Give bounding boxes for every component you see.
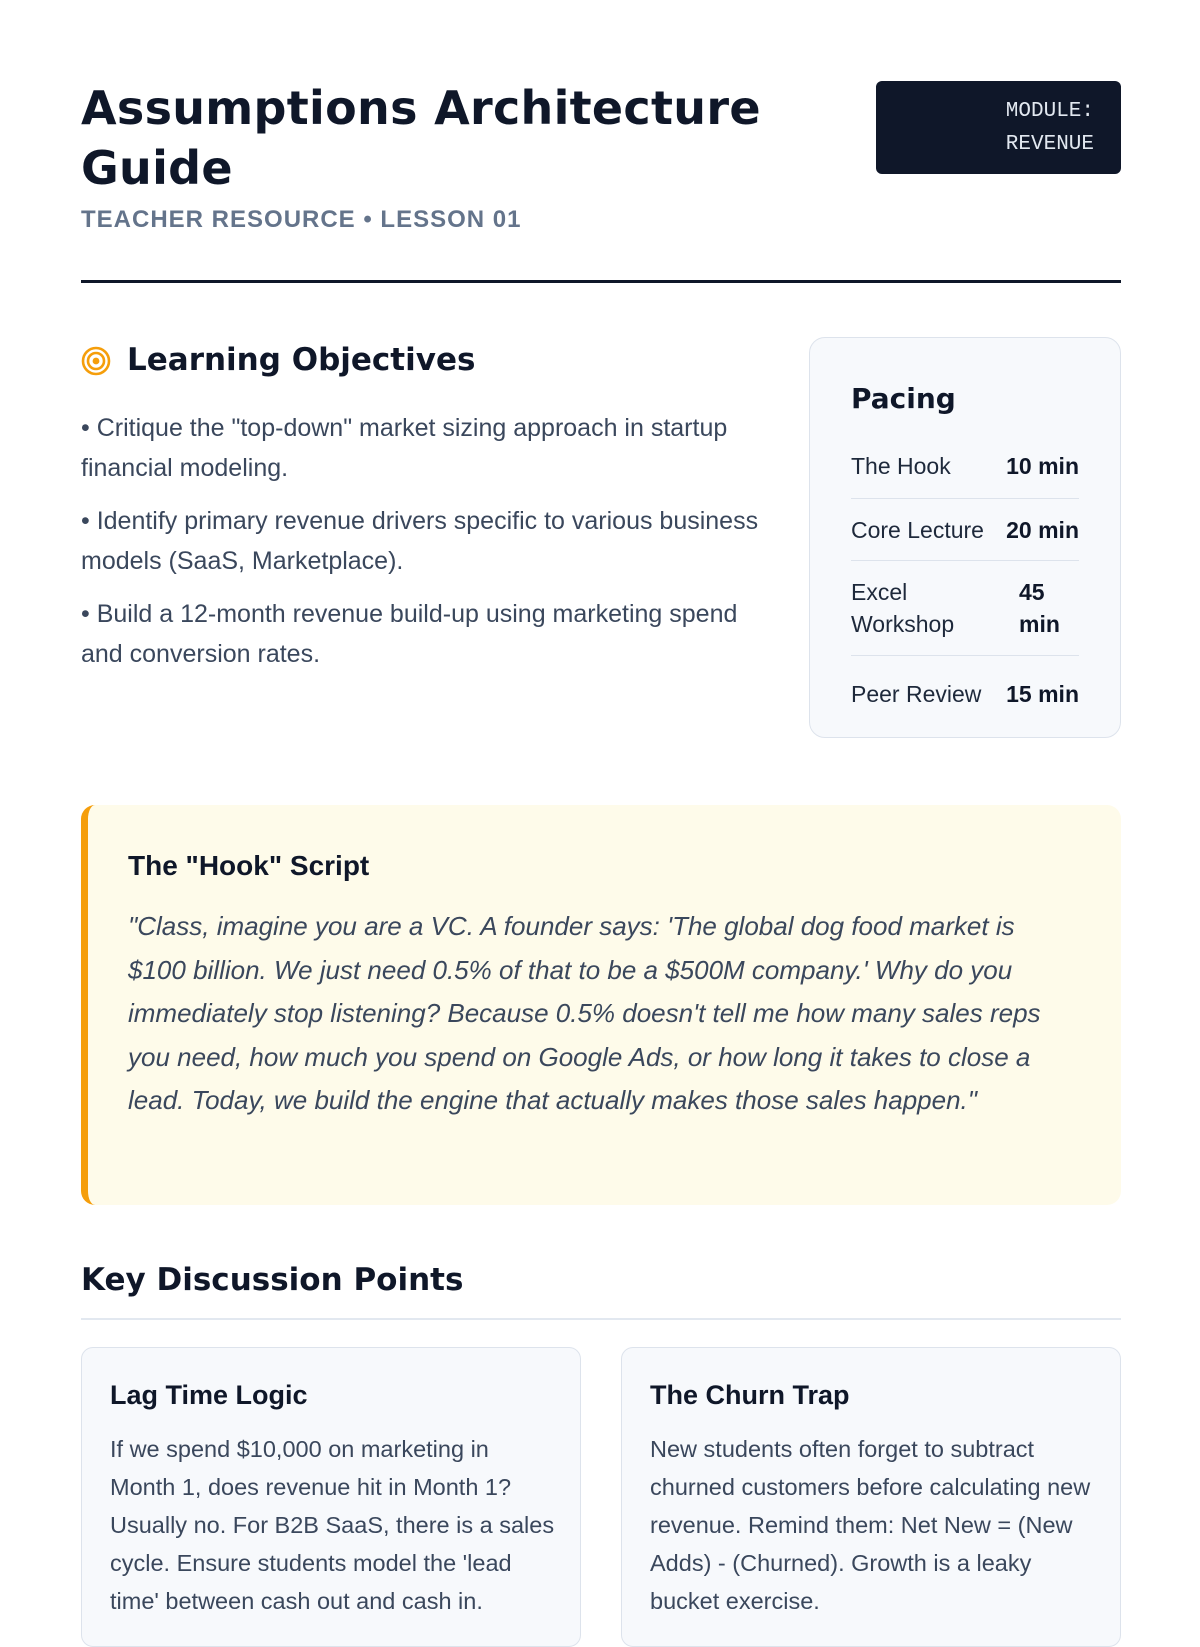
objectives-heading xyxy=(81,340,761,382)
pacing-row xyxy=(851,438,1079,499)
learning-objectives xyxy=(81,340,761,687)
discussion-card xyxy=(81,1347,581,1647)
discussion-card xyxy=(621,1347,1121,1647)
hook-title: The "Hook" Script xyxy=(128,850,370,881)
discussion-card-body: New students often forget to subtract churned customers before calculating new revenue. Remind them: Net New = (New Adds) - (Churned). Growth is a leaky bucket exercise. xyxy=(650,1436,1091,1614)
pacing-row xyxy=(851,561,1079,656)
discussion-card-body: If we spend $10,000 on marketing in Month 1, does revenue hit in Month 1? Usually no. For B2B SaaS, there is a sales cycle. Ensure students model the 'lead time' between cash out and cash in. xyxy=(110,1436,555,1614)
page-subtitle: TEACHER RESOURCE • LESSON 01 xyxy=(81,206,522,233)
pacing-row-label: Core Lecture xyxy=(851,516,984,543)
pacing-row xyxy=(851,499,1079,561)
objectives-list xyxy=(81,408,761,674)
target-icon xyxy=(81,346,111,376)
pacing-row-value: 15 min xyxy=(1006,680,1079,707)
pacing-title: Pacing xyxy=(851,382,956,415)
pacing-row xyxy=(851,656,1079,731)
hook-quote: "Class, imagine you are a VC. A founder says: 'The global dog food market is $100 billion. We just need 0.5% of that to be a $500M company.' Why do you immediately stop listening? Because 0.5% doesn't tell me how many sales reps you need, how much you spend on Google Ads, or how long it takes to close a lead. Today, we build the engine that actually makes those sales happen." xyxy=(128,911,1041,1115)
pacing-row-value: 45 min xyxy=(1019,579,1060,637)
page-title: Assumptions Architecture Guide xyxy=(81,81,761,195)
pacing-row-label: Peer Review xyxy=(851,680,982,707)
hook-script-callout xyxy=(81,805,1121,1205)
pacing-row-value: 10 min xyxy=(1006,453,1079,479)
module-badge-line2: REVENUE xyxy=(1005,133,1094,156)
pacing-row-label: The Hook xyxy=(851,453,951,479)
page-header xyxy=(81,78,1121,283)
discussion-card-title: The Churn Trap xyxy=(650,1380,850,1410)
discussion-card-title: Lag Time Logic xyxy=(110,1380,308,1410)
header-divider xyxy=(81,280,1121,283)
pacing-row-label: Excel Workshop xyxy=(851,579,955,637)
pacing-table xyxy=(851,438,1079,731)
pacing-card xyxy=(809,337,1121,738)
module-badge-line1: MODULE: xyxy=(1005,100,1094,123)
discussion-divider xyxy=(81,1318,1121,1320)
pacing-row-value: 20 min xyxy=(1006,516,1079,543)
objective-item: • Identify primary revenue drivers specific to various business models (SaaS, Marketplace). xyxy=(81,507,759,575)
objective-item: • Build a 12-month revenue build-up using marketing spend and conversion rates. xyxy=(81,600,738,668)
objective-item: • Critique the "top-down" market sizing approach in startup financial modeling. xyxy=(81,414,728,482)
objectives-title: Learning Objectives xyxy=(127,342,476,378)
module-badge xyxy=(876,81,1121,174)
discussion-title: Key Discussion Points xyxy=(81,1262,464,1298)
